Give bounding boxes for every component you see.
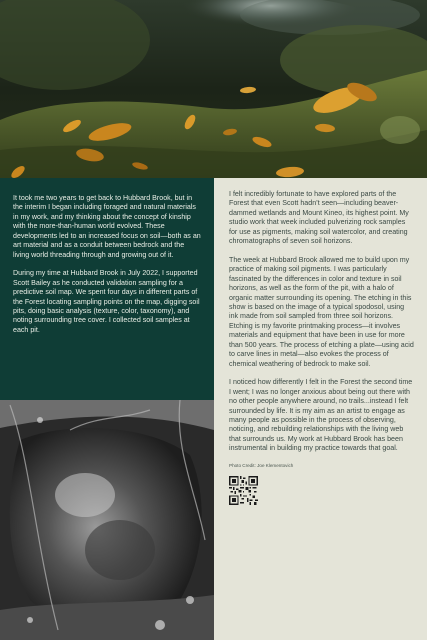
soil-pit-photo (0, 400, 214, 640)
main-text-column (214, 178, 427, 640)
soil-pit-image (0, 400, 214, 640)
right-paragraph-3: I noticed how differently I felt in the Forest the second time I went; I was no longer anxious about being out there with no other people anywhere around, no trails...instead I felt surrounded by life. It is my aim as an artist to engage as many people as possible in the process of observing, noticing, and rebuilding relationships with the living web that surrounds us. My work at Hubbard Brook has been instrumental in building my practice towards that goal. (229, 378, 413, 453)
moss-rock-leaves-image (0, 0, 427, 178)
intro-text-panel (0, 178, 214, 400)
qr-code-icon[interactable] (229, 476, 258, 505)
right-paragraph-1: I felt incredibly fortunate to have explored parts of the Forest that even Scott hadn’t seen—including beaver-dammed wetlands and Mount Kineo, its highest point. My studio work that week included pulverizing rock samples for use as pigments, making soil watercolor, and creating chromatographs of seven soil horizons. (229, 190, 409, 246)
left-paragraph-2: During my time at Hubbard Brook in July 2022, I supported Scott Bailey as he conducted validation sampling for a predictive soil map. We spent four days in different parts of the Forest locating sampling points on the map, digging soil pits, doing basic analysis (texture, color, taxonomy), and noting surrounding tree cover. I collected soil samples at each pit. (13, 269, 200, 334)
photo-credit: Photo Credit: Joe Klementovich (229, 462, 294, 468)
hero-photo (0, 0, 427, 178)
left-paragraph-1: It took me two years to get back to Hubbard Brook, but in the interim I began including foraged and natural materials in my work, and my thinking about the concept of kinship with the more-than-human world evolved. These developments led to an increased focus on soil—both as an art material and as a conduit between bedrock and the living world threading through and growing out of it. (13, 194, 201, 259)
right-paragraph-2: The week at Hubbard Brook allowed me to build upon my practice of making soil pigments. I was particularly fascinated by the differences in color and texture in soil horizons, as well as the form of the pit, with a halo of organic matter surrounding its opening. The etching in this show is based on the image of a typical spodosol, using ink made from soil sampled from three soil horizons. Etching is my favorite printmaking process—it involves materials and equipment that have been in use for more than 500 years. The process of etching a plate—using acid to carve lines in metal—also evokes the process of chemical weathering of bedrock to make soil. (229, 255, 414, 368)
